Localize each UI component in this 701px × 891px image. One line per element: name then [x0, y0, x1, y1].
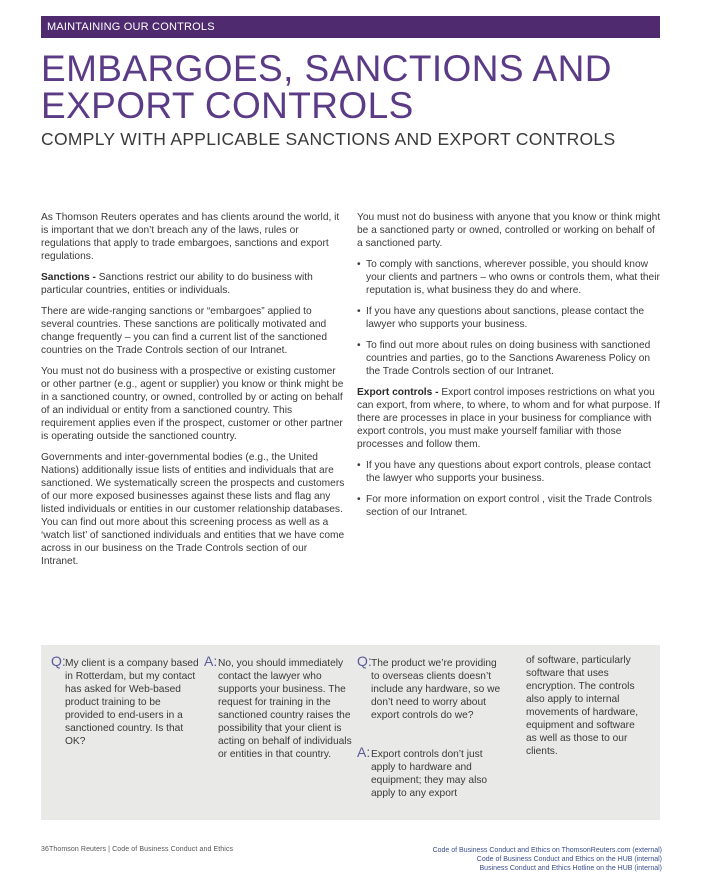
answer-text: of software, particularly software that uses encryption. The controls also apply to internal movements of hardware, equipment and software as well as those to our clients. — [526, 655, 639, 757]
question-2 — [357, 653, 505, 722]
export-bullet-list — [357, 459, 663, 519]
footer-links — [433, 846, 662, 873]
export-controls-paragraph — [357, 386, 663, 451]
sanctions-paragraph — [41, 271, 347, 297]
sanctions-bullet-list — [357, 258, 663, 378]
bullet-item: • For more information on export control , visit the Trade Controls section of our Intranet. — [357, 493, 663, 519]
footer-link-external[interactable]: Code of Business Conduct and Ethics on ThomsonReuters.com (external) — [432, 847, 662, 854]
sanctions-text: Sanctions restrict our ability to do business with particular countries, entities or individuals. — [41, 272, 313, 296]
qa-box — [41, 645, 660, 820]
title-line-2: EXPORT CONTROLS — [41, 85, 414, 126]
bullet-item: • To comply with sanctions, wherever possible, you should know your clients and partners – who owns or controls them, what their reputation is, what business they do and where. — [357, 258, 663, 297]
title-line-1: EMBARGOES, SANCTIONS AND — [41, 48, 612, 89]
left-column — [41, 211, 347, 576]
question-key: Q: — [51, 653, 66, 669]
answer-text: Export controls don’t just apply to hardware and equipment; they may also apply to any export — [371, 749, 488, 799]
intro-paragraph: As Thomson Reuters operates and has clients around the world, it is important that we don’t breach any of the laws, rules or regulations that apply to trade embargoes, sanctions and export regulations. — [41, 212, 340, 262]
answer-text: No, you should immediately contact the lawyer who supports your business. The request for training in the sanctioned country raises the possibility that your client is acting on behalf of individuals or entities in that country. — [218, 658, 352, 760]
bullet-item: • If you have any questions about export controls, please contact the lawyer who supports your business. — [357, 459, 663, 485]
section-banner: MAINTAINING OUR CONTROLS — [41, 16, 660, 38]
right-column — [357, 211, 663, 527]
sanctioned-party-paragraph: You must not do business with anyone that you know or think might be a sanctioned party or owned, controlled or working on behalf of a sanctioned party. — [357, 212, 661, 249]
answer-2-continued — [526, 654, 648, 758]
footer-link-hub[interactable]: Code of Business Conduct and Ethics on the HUB (internal) — [476, 856, 662, 863]
question-1 — [51, 653, 199, 748]
page-title — [41, 50, 661, 124]
prospect-paragraph: You must not do business with a prospective or existing customer or other partner (e.g., agent or supplier) you know or think might be in a sanctioned country, or owned, controlled by or acting on behalf of an individual or entity from a sanctioned country. This requirement applies even if the prospect, customer or other partner is operating outside the sanctioned country. — [41, 366, 344, 442]
sanctions-label: Sanctions - — [41, 272, 96, 283]
question-key: Q: — [357, 653, 372, 669]
export-controls-label: Export controls - — [357, 387, 439, 398]
answer-1 — [204, 653, 352, 761]
question-text: My client is a company based in Rotterdam, but my contact has asked for Web-based product training to be provided to end-users in a sanctioned country. Is that OK? — [65, 658, 199, 747]
question-text: The product we’re providing to overseas clients doesn’t include any hardware, so we don’t need to worry about export controls do we? — [371, 658, 501, 721]
embargoes-paragraph: There are wide-ranging sanctions or “embargoes” applied to several countries. These sanctions are politically motivated and change frequently – you can find a current list of the sanctioned countries on the Trade Controls section of our Intranet. — [41, 306, 327, 356]
answer-key: A: — [204, 653, 218, 669]
page-subtitle: COMPLY WITH APPLICABLE SANCTIONS AND EXPORT CONTROLS — [41, 129, 616, 149]
bullet-item: • If you have any questions about sanctions, please contact the lawyer who supports your business. — [357, 305, 663, 331]
footer-page-info: 36Thomson Reuters | Code of Business Conduct and Ethics — [41, 846, 234, 853]
footer-link-hotline[interactable]: Business Conduct and Ethics Hotline on the HUB (internal) — [479, 865, 662, 872]
screening-paragraph: Governments and inter-governmental bodies (e.g., the United Nations) additionally issue lists of entities and individuals that are sanctioned. We systematically screen the prospects and customers of our more exposed businesses against these lists and flag any listed individuals or entities in our customer relationship databases. You can find out more about this screening process as well as a ‘watch list’ of sanctioned individuals and entities that we have come across in our business on the Trade Controls section of our Intranet. — [41, 452, 345, 567]
answer-key: A: — [357, 744, 371, 760]
export-controls-text: Export control imposes restrictions on what you can export, from where, to where, to whom and for what purpose. If there are processes in place in your business for compliance with export controls, you must make yourself familiar with those processes and follow them. — [357, 387, 660, 450]
bullet-item: • To find out more about rules on doing business with sanctioned countries and parties, go to the Sanctions Awareness Policy on the Trade Controls section of our Intranet. — [357, 339, 663, 378]
answer-2 — [357, 744, 505, 800]
